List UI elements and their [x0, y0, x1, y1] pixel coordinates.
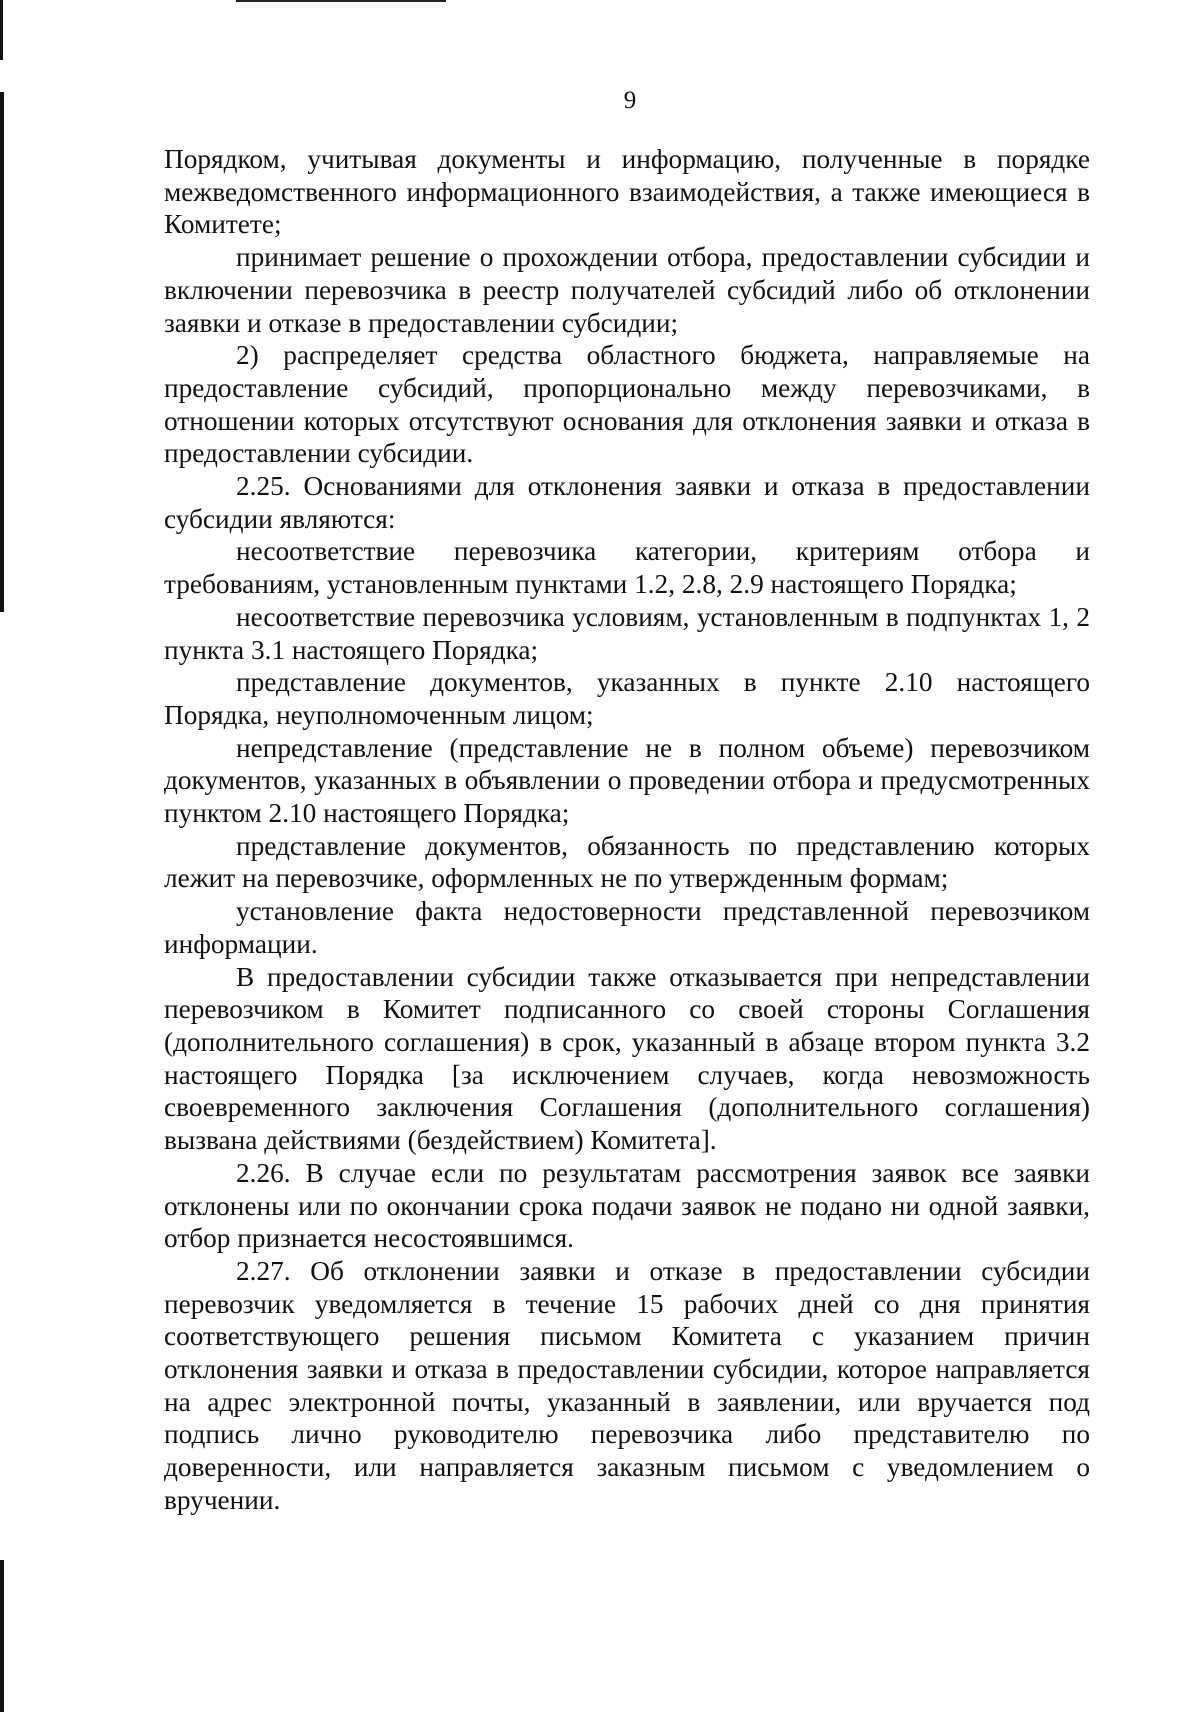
paragraph: 2.26. В случае если по результатам рассмотрения заявок все заявки отклонены или по окончании срока подачи заявок не подано ни одной заявки, отбор признается несостоявшимся.: [164, 1157, 1090, 1254]
page-number: 9: [623, 87, 637, 114]
paragraph: 2.27. Об отклонении заявки и отказе в предоставлении субсидии перевозчик уведомляется в течение 15 рабочих дней со дня принятия соответствующего решения письмом Комитета с указанием причин отклонения заявки и отказа в предоставлении субсидии, которое направляется на адрес электронной почты, указанный в заявлении, или вручается под подпись лично руководителю перевозчика либо представителю по доверенности, или направляется заказным письмом с уведомлением о вручении.: [164, 1255, 1090, 1515]
scan-edge-mark: [0, 0, 3, 60]
paragraph: В предоставлении субсидии также отказывается при непредставлении перевозчиком в Комитет подписанного со своей стороны Соглашения (дополнительного соглашения) в срок, указанный в абзаце втором пункта 3.2 настоящего Порядка [за исключением случаев, когда невозможность своевременного заключения Соглашения (дополнительного соглашения) вызвана действиями (бездействием) Комитета].: [164, 961, 1090, 1156]
paragraph: несоответствие перевозчика категории, критериям отбора и требованиям, установленным пунктами 1.2, 2.8, 2.9 настоящего Порядка;: [164, 536, 1090, 600]
paragraph: представление документов, обязанность по представлению которых лежит на перевозчике, оформленных не по утвержденным формам;: [164, 830, 1090, 894]
document-body: [164, 143, 1090, 1517]
scan-edge-mark: [0, 1560, 4, 1712]
paragraph: 2.25. Основаниями для отклонения заявки и отказа в предоставлении субсидии являются:: [164, 471, 1090, 534]
paragraph: непредставление (представление не в полном объеме) перевозчиком документов, указанных в объявлении о проведении отбора и предусмотренных пунктом 2.10 настоящего Порядка;: [164, 732, 1090, 829]
paragraph: представление документов, указанных в пункте 2.10 настоящего Порядка, неуполномоченным лицом;: [164, 667, 1090, 730]
paragraph: 2) распределяет средства областного бюджета, направляемые на предоставление субсидий, пропорционально между перевозчиками, в отношении которых отсутствуют основания для отклонения заявки и отказа в предоставлении субсидии.: [164, 340, 1090, 469]
scan-edge-mark: [0, 92, 4, 612]
paragraph: установление факта недостоверности представленной перевозчиком информации.: [164, 896, 1090, 959]
paragraph: несоответствие перевозчика условиям, установленным в подпунктах 1, 2 пункта 3.1 настоящего Порядка;: [164, 601, 1090, 665]
paragraph: принимает решение о прохождении отбора, предоставлении субсидии и включении перевозчика в реестр получателей субсидий либо об отклонении заявки и отказе в предоставлении субсидии;: [164, 242, 1090, 338]
top-rule-line: [236, 0, 446, 2]
paragraph: Порядком, учитывая документы и информацию, полученные в порядке межведомственного информационного взаимодействия, а также имеющиеся в Комитете;: [164, 144, 1090, 240]
